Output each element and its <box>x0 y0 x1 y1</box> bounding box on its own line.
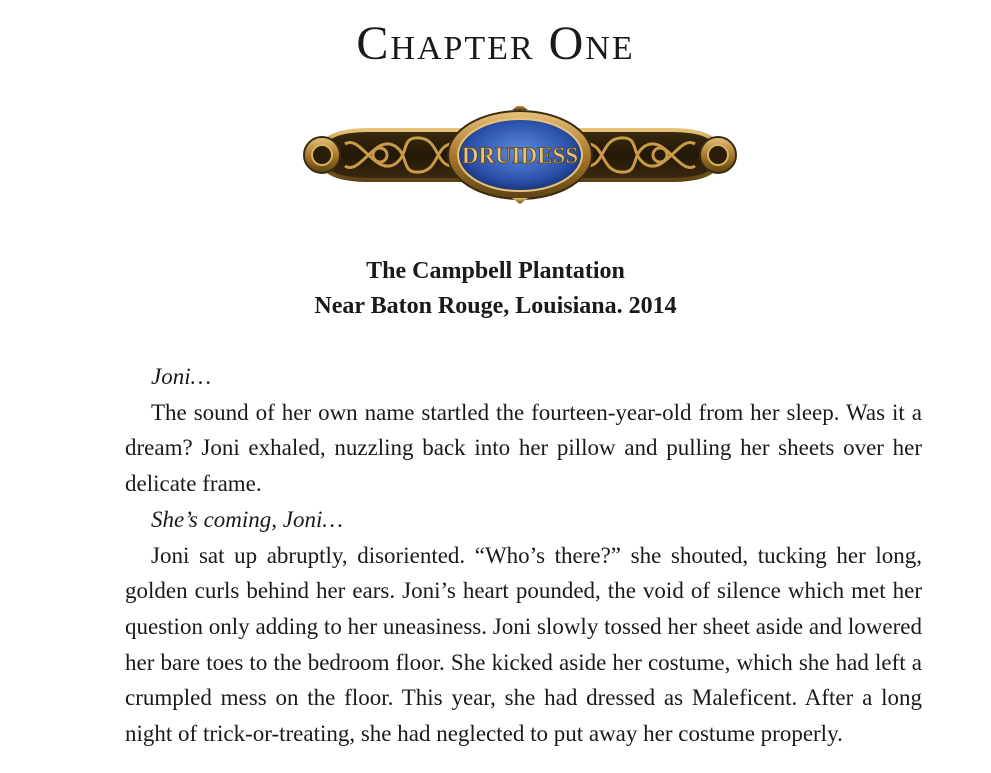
paragraph: The sound of her own name startled the fourteen-year-old from her sleep. Was it a dream? Joni exhaled, nuzzling back into her pillow and pulling her sheets over her delicate frame. <box>125 399 922 497</box>
location-line-2: Near Baton Rouge, Louisiana. 2014 <box>314 293 677 319</box>
paragraph: She’s coming, Joni… <box>151 506 343 532</box>
chapter-title: Chapter One <box>356 17 635 70</box>
location-heading <box>0 254 991 324</box>
chapter-body <box>125 359 922 752</box>
ornament-label: DRUIDESS <box>461 143 579 168</box>
location-line-1: The Campbell Plantation <box>366 258 625 284</box>
druidess-ornament-banner <box>300 106 740 204</box>
paragraph: Joni… <box>151 364 212 389</box>
paragraph: Joni sat up abruptly, disoriented. “Who’s there?” she shouted, tucking her long, golden curls behind her ears. Joni’s heart pounded, the void of silence which met her question only adding to her uneasiness. Joni slowly tossed her sheet aside and lowered her bare toes to the bedroom floor. She kicked aside her costume, which she had left a crumpled mess on the floor. This year, she had dressed as Maleficent. After a long night of trick-or-treating, she had neglected to put away her costume properly. <box>125 542 922 747</box>
